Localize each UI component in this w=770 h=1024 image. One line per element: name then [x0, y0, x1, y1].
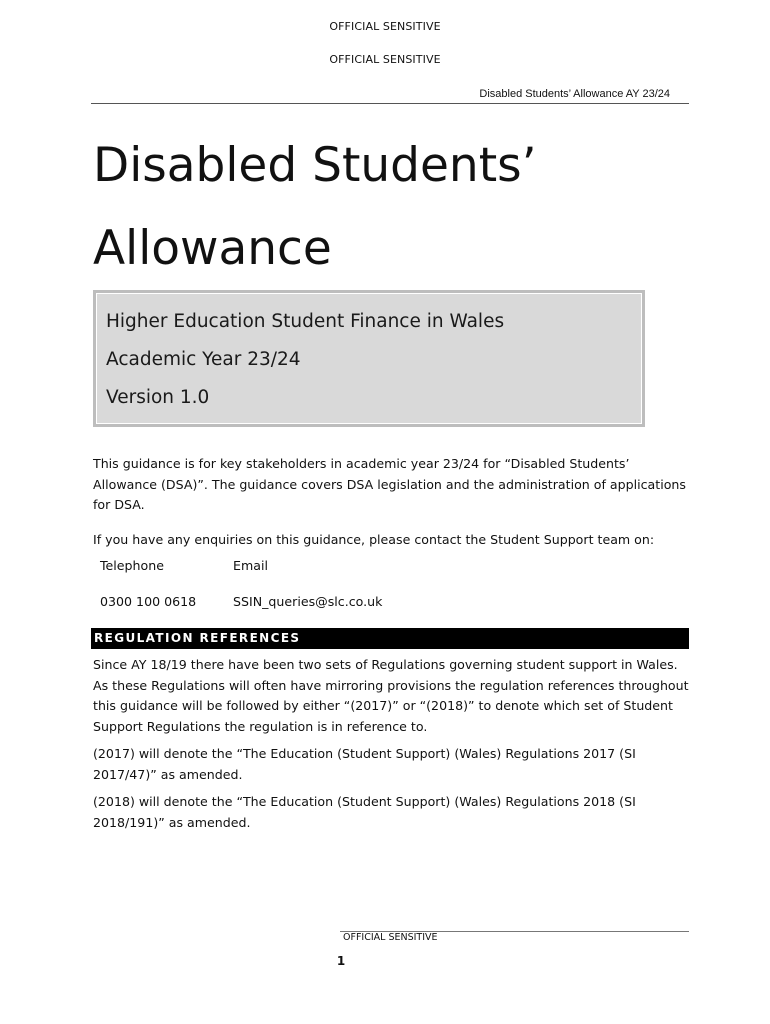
- page-number: 1: [336, 954, 346, 968]
- document-title: [93, 124, 693, 290]
- document-title-line-2: Allowance: [93, 221, 332, 276]
- info-box-academic-year: Academic Year 23/24: [106, 349, 301, 370]
- document-info-box: [93, 290, 645, 427]
- email-label: Email: [233, 558, 268, 573]
- security-marking-top: OFFICIAL SENSITIVE: [329, 20, 441, 33]
- header-divider: [91, 103, 689, 104]
- security-marking-footer: OFFICIAL SENSITIVE: [343, 932, 438, 943]
- intro-paragraph: This guidance is for key stakeholders in academic year 23/24 for “Disabled Students’ Allowance (DSA)”. The guidance covers DSA legislation and the administration of applications for DSA.: [93, 456, 686, 512]
- telephone-value: 0300 100 0618: [100, 594, 197, 609]
- enquiry-paragraph: If you have any enquiries on this guidance, please contact the Student Support team on:: [93, 532, 655, 547]
- email-value: SSIN_queries@slc.co.uk: [233, 594, 383, 609]
- security-marking-secondary: OFFICIAL SENSITIVE: [329, 53, 441, 66]
- info-box-scope: Higher Education Student Finance in Wales: [106, 311, 505, 332]
- running-header-title: Disabled Students’ Allowance AY 23/24: [479, 88, 670, 100]
- regulation-paragraph-2: (2017) will denote the “The Education (Student Support) (Wales) Regulations 2017 (SI 2017/47)” as amended.: [93, 746, 636, 782]
- regulation-paragraph-1: Since AY 18/19 there have been two sets of Regulations governing student support in Wales. As these Regulations will often have mirroring provisions the regulation references throughout this guidance will be followed by either “(2017)” or “(2018)” to denote which set of Student Support Regulations the regulation is in reference to.: [93, 657, 689, 734]
- document-title-line-1: Disabled Students’: [93, 138, 537, 193]
- section-heading-regulation-references: REGULATION REFERENCES: [91, 628, 689, 649]
- telephone-label: Telephone: [100, 558, 164, 573]
- regulation-paragraph-3: (2018) will denote the “The Education (Student Support) (Wales) Regulations 2018 (SI 2018/191)” as amended.: [93, 794, 636, 830]
- info-box-version: Version 1.0: [106, 387, 210, 408]
